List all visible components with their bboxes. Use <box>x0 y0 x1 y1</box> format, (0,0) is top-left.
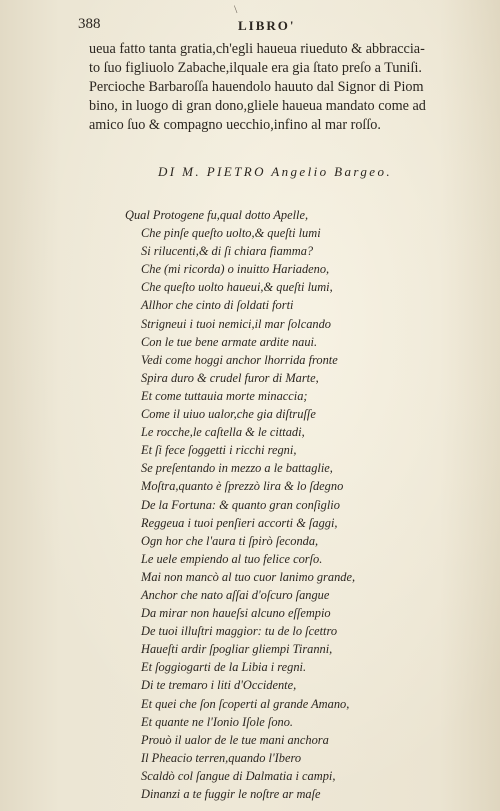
poem-verse: Scaldò col ſangue di Dalmatia i campi, <box>141 768 336 783</box>
poem-verse: Con le tue bene armate ardite naui. <box>141 334 318 349</box>
poem-verse: Reggeua i tuoi penſieri accorti & ſaggi, <box>141 515 338 530</box>
prose-line: ueua fatto tanta gratia,ch'egli haueua riueduto & abbraccia- <box>89 41 425 57</box>
prose-line: to ſuo figliuolo Zabache,ilquale era gia ſtato preſo a Tuniſi. <box>89 60 422 76</box>
poem-verse: Spira duro & crudel furor di Marte, <box>141 370 319 385</box>
poem-verse: Et come tuttauia morte minaccia; <box>141 388 308 403</box>
poem-title: DI M. PIETRO Angelio Bargeo. <box>158 164 393 179</box>
poem-verse: Vedi come hoggi anchor lhorrida fronte <box>141 352 338 367</box>
poem-verse: Il Pheacio terren,quando l'Ibero <box>141 750 302 765</box>
poem-verse: Moſtra,quanto è ſprezzò lira & lo ſdegno <box>141 479 344 494</box>
poem-verse: Da mirar non haueſsi alcuno eſſempio <box>141 606 331 621</box>
poem-verse: Che queſto uolto haueui,& queſti lumi, <box>141 280 333 295</box>
running-head: LIBRO' <box>238 18 296 33</box>
poem-verse: Prouò il ualor de le tue mani anchora <box>141 732 329 747</box>
prose-paragraph <box>89 40 464 135</box>
poem-verse: Allhor che cinto di ſoldati forti <box>141 298 294 313</box>
poem-verse: Dinanzi a te fuggir le noſtre ar maſe <box>141 787 321 801</box>
prose-line: bino, in luogo di gran dono,gliele haueua mandato come ad <box>89 98 426 114</box>
ink-mark: \ <box>234 2 238 16</box>
poem-body <box>125 206 470 803</box>
poem-verse: Che pinſe queſto uolto,& queſti lumi <box>141 226 321 241</box>
poem-verse: Come il uiuo ualor,che gia diſtruſſe <box>141 407 316 422</box>
poem-verse: Et quei che ſon ſcoperti al grande Amano, <box>141 696 350 711</box>
poem-verse: Che (mi ricorda) o inuitto Hariadeno, <box>141 262 330 277</box>
poem-verse: Le rocche,le caſtella & le cittadi, <box>141 425 305 440</box>
poem-verse: Se preſentando in mezzo a le battaglie, <box>141 461 333 476</box>
prose-line: Percioche Barbaroſſa hauendolo hauuto dal Signor di Piom <box>89 79 424 95</box>
poem-verse: Et ſoggiogarti de la Libia i regni. <box>141 660 307 675</box>
poem-verse: Si rilucenti,& di ſi chiara fiamma? <box>141 244 314 259</box>
page-number: 388 <box>78 16 101 32</box>
poem-verse: De tuoi illuſtri maggior: tu de lo ſcettro <box>141 624 338 639</box>
poem-verse: Haueſti ardir ſpogliar gliempi Tiranni, <box>141 642 333 657</box>
poem-verse: Di te tremaro i liti d'Occidente, <box>141 678 297 693</box>
poem-verse: Anchor che nato aſſai d'oſcuro ſangue <box>141 587 330 602</box>
poem-verse: Ogn hor che l'aura ti ſpirò ſeconda, <box>141 533 319 548</box>
poem-verse: De la Fortuna: & quanto gran conſiglio <box>141 497 340 512</box>
page-header <box>78 2 458 40</box>
prose-line: amico ſuo & compagno uecchio,infino al mar roſſo. <box>89 117 381 133</box>
poem-verse: Et quante ne l'Ionio Iſole ſono. <box>141 714 293 729</box>
poem-verse: Mai non mancò al tuo cuor lanimo grande, <box>141 569 356 584</box>
poem-verse: Et ſi fece ſoggetti i ricchi regni, <box>141 443 297 458</box>
poem-verse: Qual Protogene fu,qual dotto Apelle, <box>125 208 309 222</box>
poem-verse: Strigneui i tuoi nemici,il mar ſolcando <box>141 316 331 331</box>
poem-verse: Le uele empiendo al tuo felice corſo. <box>141 551 323 566</box>
